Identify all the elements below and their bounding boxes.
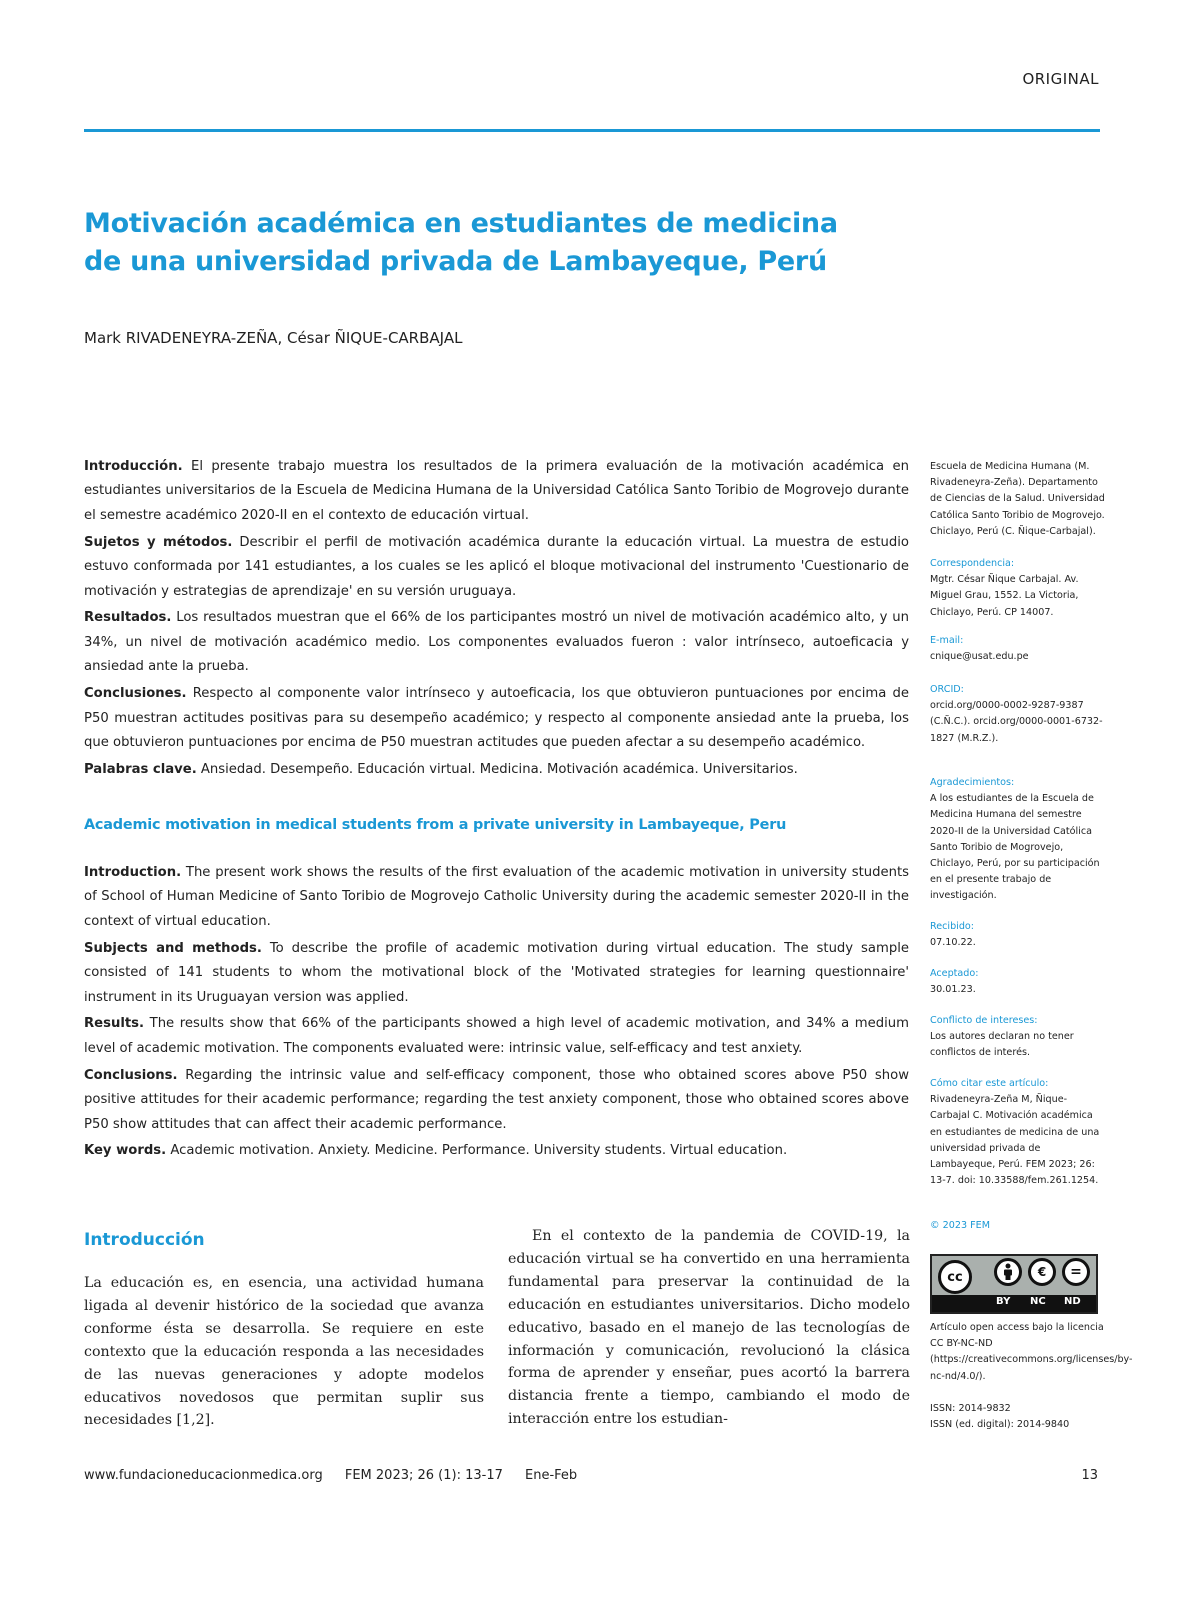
- abstract-english: [84, 861, 909, 1166]
- abstract-spanish: [84, 455, 909, 785]
- citation-block: [930, 1076, 1105, 1189]
- abstract-intro-text: El presente trabajo muestra los resultados de la primera evaluación de la motivación académica en estudiantes universitarios de la Escuela de Medicina Humana de la Universidad Católica Santo Toribio de Mogrovejo durante el semestre académico 2020-II en el contexto de educación virtual.: [84, 459, 909, 523]
- abstract-results-text: Los resultados muestran que el 66% de los participantes mostró un nivel de motivación académico alto, y un 34%, un nivel de motivación académico medio. Los componentes evaluados fueron : valor intrínseco, autoeficacia y ansiedad ante la prueba.: [84, 610, 909, 675]
- header-rule: [84, 129, 1100, 132]
- abstract-en-methods-text: To describe the profile of academic motivation during virtual education. The study sample consisted of 141 students to whom the motivational block of the 'Motivated strategies for learning questionnaire' instrument in its Uruguayan version was applied.: [84, 940, 909, 1005]
- abstract-conclusions-text: Respecto al componente valor intrínseco y autoeficacia, los que obtuvieron puntuaciones por encima de P50 muestran actitudes positivas para su desempeño académico; y respecto al componente ansiedad ante la prueba, los que obtuvieron puntuaciones por encima de P50 muestran actitudes que pueden afectar a su desempeño académico.: [84, 686, 909, 750]
- acknowledgements-block: [930, 775, 1105, 905]
- correspondence-block: [930, 556, 1105, 621]
- abstract-methods-label: Sujetos y métodos.: [84, 534, 233, 550]
- issn-block: [930, 1401, 1105, 1433]
- orcid-label: ORCID:: [930, 684, 964, 695]
- body-column-left: La educación es, en esencia, una actividad humana ligada al devenir histórico de la sociedad que avanza conforme ésta se desarrolla. Se requiere en este contexto que la educación responda a las necesidades de las nuevas generaciones y adopte modelos educativos novedosos que permitan suplir sus necesidades [1,2].: [84, 1275, 484, 1429]
- orcid-block: [930, 682, 1105, 747]
- cc-nc-label: NC: [1030, 1296, 1046, 1307]
- abstract-en-keywords: [84, 1139, 909, 1163]
- affiliation: Escuela de Medicina Humana (M. Rivadeneyra-Zeña). Departamento de Ciencias de la Salud. Universidad Católica Santo Toribio de Mogrovejo. Chiclayo, Perú (C. Ñique-Carbajal).: [930, 461, 1105, 537]
- abstract-en-results-label: Results.: [84, 1016, 145, 1032]
- abstract-en-results-text: The results show that 66% of the participants showed a high level of academic motivation, and 34% a medium level of academic motivation. The components evaluated were: intrinsic value, self-efficacy and test anxiety.: [84, 1016, 909, 1056]
- abstract-conclusions: [84, 682, 909, 755]
- abstract-en-keywords-label: Key words.: [84, 1143, 167, 1159]
- accepted-date: 30.01.23.: [930, 984, 976, 996]
- abstract-en-intro-text: The present work shows the results of the first evaluation of the academic motivation in university students of School of Human Medicine of Santo Toribio de Mogrovejo Catholic University during the academic semester 2020-II in the context of virtual education.: [84, 865, 909, 929]
- english-abstract-title: Academic motivation in medical students from a private university in Lambayeque, Peru: [84, 817, 787, 833]
- abstract-en-keywords-text: Academic motivation. Anxiety. Medicine. Performance. University students. Virtual education.: [166, 1143, 788, 1159]
- orcid-text[interactable]: orcid.org/0000-0002-9287-9387 (C.Ñ.C.). orcid.org/0000-0001-6732-1827 (M.R.Z.).: [930, 700, 1103, 744]
- footer: [84, 1468, 595, 1483]
- abstract-intro-label: Introducción.: [84, 459, 183, 474]
- issn: ISSN: 2014-9832: [930, 1403, 1011, 1414]
- abstract-results: [84, 606, 909, 679]
- footer-website[interactable]: www.fundacioneducacionmedica.org: [84, 1468, 323, 1483]
- conflict-text: Los autores declaran no tener conflictos de interés.: [930, 1031, 1074, 1059]
- cc-nd-label: ND: [1064, 1296, 1081, 1307]
- conflict-block: [930, 1013, 1105, 1062]
- abstract-en-conclusions: [84, 1064, 909, 1137]
- abstract-en-results: [84, 1012, 909, 1061]
- section-heading: Introducción: [84, 1230, 205, 1250]
- abstract-en-methods: [84, 937, 909, 1010]
- email-block: [930, 633, 1105, 665]
- cc-by-label: BY: [996, 1296, 1011, 1307]
- article-title: [84, 205, 844, 281]
- abstract-keywords-text: Ansiedad. Desempeño. Educación virtual. Medicina. Motivación académica. Universitarios.: [196, 761, 798, 777]
- correspondence-label: Correspondencia:: [930, 558, 1015, 569]
- issn-digital: ISSN (ed. digital): 2014-9840: [930, 1419, 1070, 1431]
- abstract-intro: [84, 455, 909, 528]
- received-block: [930, 919, 1105, 951]
- authors: Mark RIVADENEYRA-ZEÑA, César ÑIQUE-CARBAJAL: [84, 329, 463, 347]
- accepted-block: [930, 966, 1105, 998]
- correspondence-text: Mgtr. César Ñique Carbajal. Av. Miguel Grau, 1552. La Victoria, Chiclayo, Perú. CP 14007.: [930, 574, 1079, 618]
- email-link[interactable]: cnique@usat.edu.pe: [930, 651, 1029, 663]
- title-line-1: Motivación académica en estudiantes de medicina: [84, 208, 838, 239]
- abstract-conclusions-label: Conclusiones.: [84, 686, 187, 702]
- conflict-label: Conflicto de intereses:: [930, 1015, 1038, 1026]
- abstract-en-methods-label: Subjects and methods.: [84, 940, 262, 956]
- copyright: © 2023 FEM: [930, 1220, 990, 1231]
- attribution-person-icon: [994, 1258, 1022, 1286]
- citation-label: Cómo citar este artículo:: [930, 1078, 1049, 1089]
- footer-period: Ene-Feb: [525, 1468, 578, 1483]
- citation-text: Rivadeneyra-Zeña M, Ñique-Carbajal C. Motivación académica en estudiantes de medicina de una universidad privada de Lambayeque, Perú. FEM 2023; 26: 13-7. doi: 10.33588/fem.261.1254.: [930, 1094, 1100, 1187]
- received-label: Recibido:: [930, 921, 975, 932]
- article-type-label: ORIGINAL: [1022, 70, 1099, 88]
- abstract-en-intro: [84, 861, 909, 934]
- abstract-keywords-label: Palabras clave.: [84, 761, 197, 777]
- received-date: 07.10.22.: [930, 937, 976, 949]
- acknowledgements-label: Agradecimientos:: [930, 777, 1015, 788]
- abstract-methods-text: Describir el perfil de motivación académica durante la educación virtual. La muestra de estudio estuvo conformada por 141 estudiantes, a los cuales se les aplicó el bloque motivacional del instrumento 'Cuestionario de motivación y estrategias de aprendizaje' en su versión uruguaya.: [84, 534, 909, 599]
- cc-terms-strip: [932, 1295, 1096, 1312]
- cc-icon: cc: [938, 1260, 972, 1294]
- abstract-methods: [84, 531, 909, 604]
- acknowledgements-text: A los estudiantes de la Escuela de Medicina Humana del semestre 2020-II de la Universidad Católica Santo Toribio de Mogrovejo, Chiclayo, Perú, por su participación en el presente trabajo de investigación.: [930, 793, 1100, 902]
- page-number: 13: [1081, 1468, 1098, 1483]
- abstract-en-intro-label: Introduction.: [84, 865, 182, 880]
- noderivatives-icon: =: [1062, 1258, 1090, 1286]
- noncommercial-icon: €: [1028, 1258, 1056, 1286]
- abstract-en-conclusions-text: Regarding the intrinsic value and self-efficacy component, those who obtained scores above P50 show positive attitudes for their academic performance; regarding the test anxiety component, those who obtained scores above P50 show attitudes that can affect their academic performance.: [84, 1067, 909, 1132]
- body-column-right: En el contexto de la pandemia de COVID-19, la educación virtual se ha convertido en una herramienta fundamental para preservar la continuidad de la educación en estudiantes universitarios. Dicho modelo educativo, basado en el manejo de las tecnologías de información y comunicación, revolucionó la clásica forma de aprender y enseñar, pues acortó la barrera distancia frente a tiempo, cambiando el modo de interacción entre los estudian-: [508, 1228, 910, 1428]
- license-text: Artículo open access bajo la licencia CC BY-NC-ND (https://creativecommons.org/licenses/by-nc-nd/4.0/).: [930, 1322, 1133, 1382]
- abstract-keywords: [84, 758, 909, 782]
- cc-license-badge[interactable]: [930, 1254, 1098, 1314]
- abstract-results-label: Resultados.: [84, 610, 172, 626]
- title-line-2: de una universidad privada de Lambayeque, Perú: [84, 246, 827, 277]
- footer-citation: FEM 2023; 26 (1): 13-17: [344, 1468, 503, 1483]
- abstract-en-conclusions-label: Conclusions.: [84, 1067, 178, 1083]
- email-label: E-mail:: [930, 635, 964, 646]
- accepted-label: Aceptado:: [930, 968, 979, 979]
